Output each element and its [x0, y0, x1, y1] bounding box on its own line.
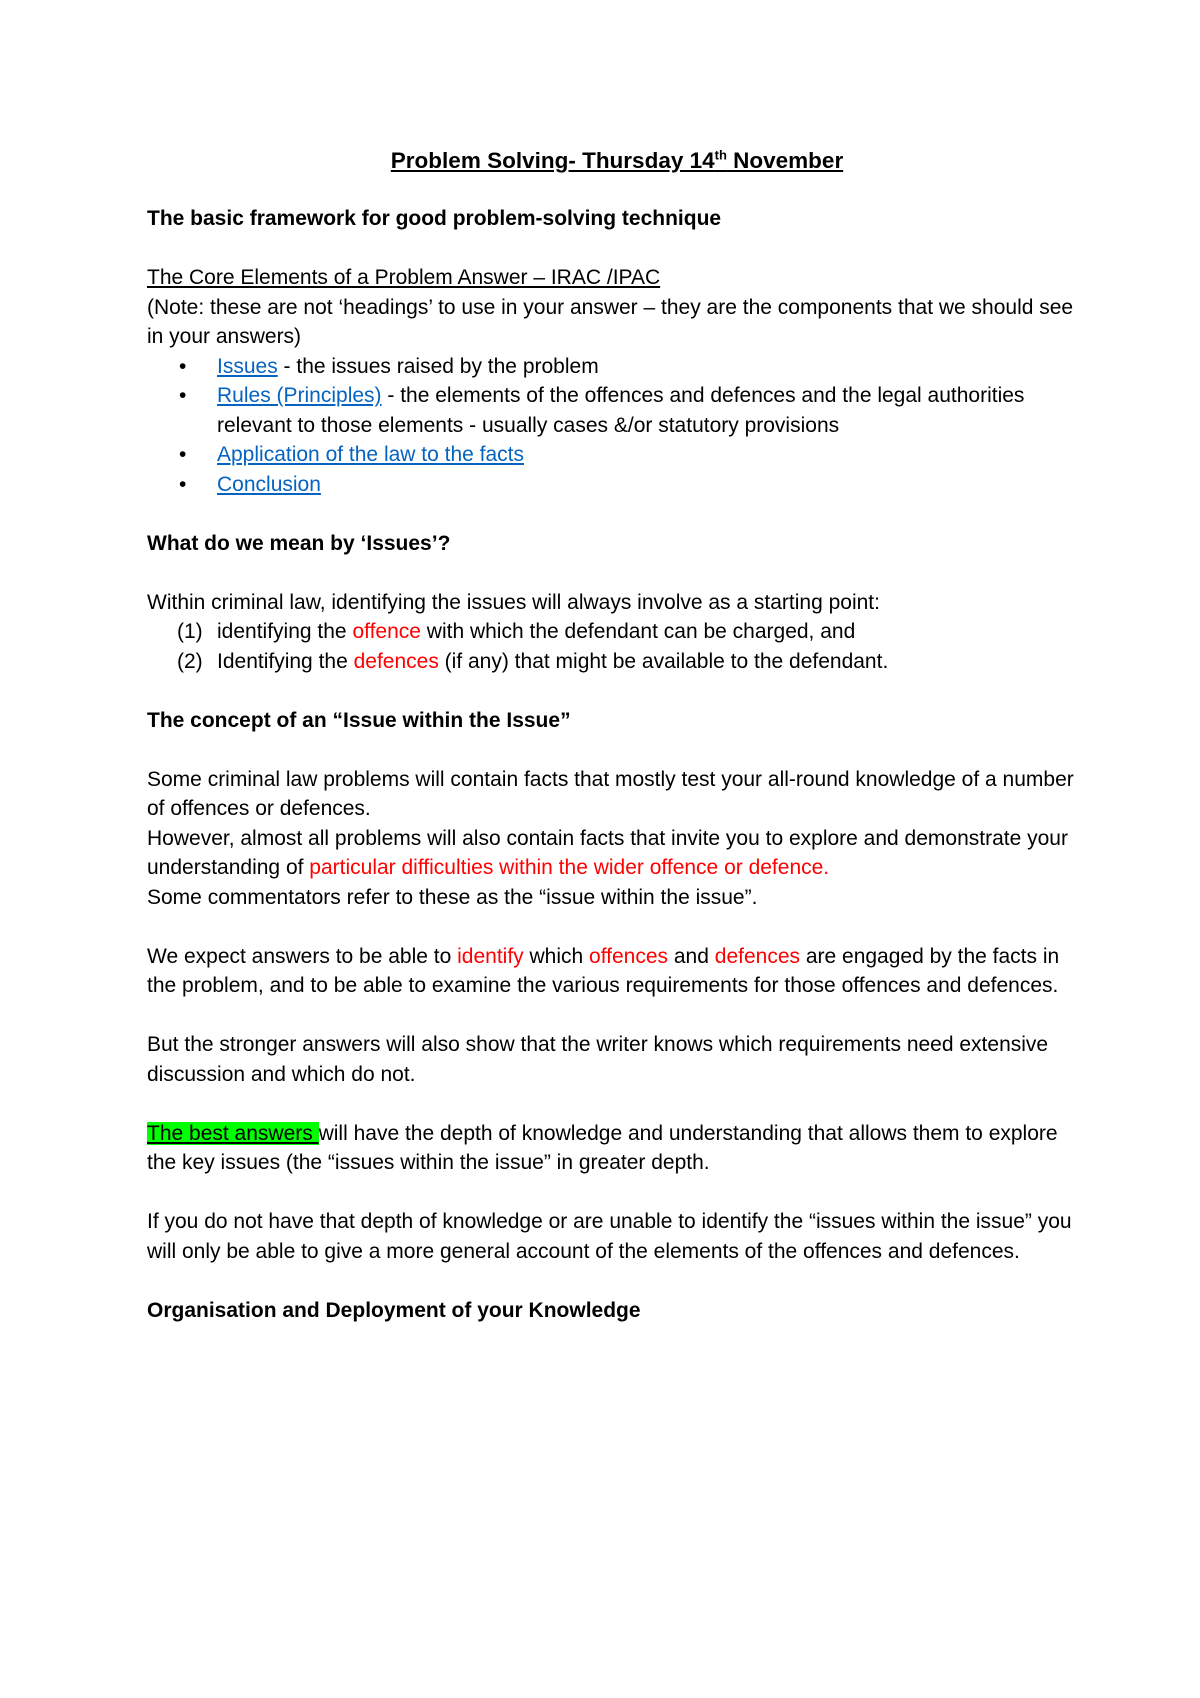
- issues-link[interactable]: Issues: [217, 354, 278, 378]
- document-page: [147, 146, 1087, 1325]
- framework-heading: The basic framework for good problem-solving technique: [147, 207, 722, 230]
- title-superscript: th: [714, 147, 727, 163]
- list-item: [217, 470, 1087, 500]
- conclusion-link[interactable]: Conclusion: [217, 472, 321, 496]
- issues-intro: Within criminal law, identifying the issues will always involve as a starting point:: [147, 590, 880, 614]
- concept-paragraph-7: If you do not have that depth of knowledge or are unable to identify the “issues within the issue” you will only be able to give a more general account of the elements of the offences and defences.: [147, 1210, 1072, 1263]
- list-item: (2) Identifying the defences (if any) that might be available to the defendant.: [177, 649, 889, 673]
- issues-heading: What do we mean by ‘Issues’?: [147, 531, 451, 555]
- concept-paragraph-1: Some criminal law problems will contain facts that mostly test your all-round knowledge of a number of offences or defences.: [147, 767, 1074, 820]
- concept-heading: The concept of an “Issue within the Issue”: [147, 708, 571, 732]
- concept-paragraph-3: Some commentators refer to these as the “issue within the issue”.: [147, 885, 758, 909]
- concept-paragraph-4: We expect answers to be able to identify which offences and defences are engaged by the facts in the problem, and to be able to examine the various requirements for those offences and defences.: [147, 944, 1060, 997]
- core-elements-note: (Note: these are not ‘headings’ to use in your answer – they are the components that we should see in your answers): [147, 295, 1074, 348]
- list-item: • Issues - the issues raised by the problem: [217, 352, 1087, 382]
- concept-paragraph-2: However, almost all problems will also contain facts that invite you to explore and demonstrate your understanding of particular difficulties within the wider offence or defence.: [147, 826, 1068, 879]
- highlighted-text: The best answers: [147, 1121, 319, 1145]
- list-item: [217, 440, 1087, 470]
- concept-paragraph-6: The best answers will have the depth of knowledge and understanding that allows them to explore the key issues (the “issues within the issue” in greater depth.: [147, 1121, 1058, 1174]
- concept-paragraph-5: But the stronger answers will also show that the writer knows which requirements need extensive discussion and which do not.: [147, 1033, 1049, 1086]
- application-link[interactable]: Application of the law to the facts: [217, 443, 525, 466]
- rules-link[interactable]: Rules (Principles): [217, 384, 382, 407]
- list-item: (1) identifying the offence with which the defendant can be charged, and: [177, 620, 856, 643]
- irac-list: [147, 352, 1087, 500]
- page-title: Problem Solving- Thursday 14th November: [390, 147, 844, 173]
- core-elements-heading: The Core Elements of a Problem Answer – IRAC /IPAC: [147, 266, 661, 289]
- organisation-heading: Organisation and Deployment of your Knowledge: [147, 1298, 641, 1322]
- list-item: • Rules (Principles) - the elements of the offences and defences and the legal authorities relevant to those elements - usually cases &/or statutory provisions: [217, 381, 1087, 440]
- issues-list: [147, 617, 1087, 676]
